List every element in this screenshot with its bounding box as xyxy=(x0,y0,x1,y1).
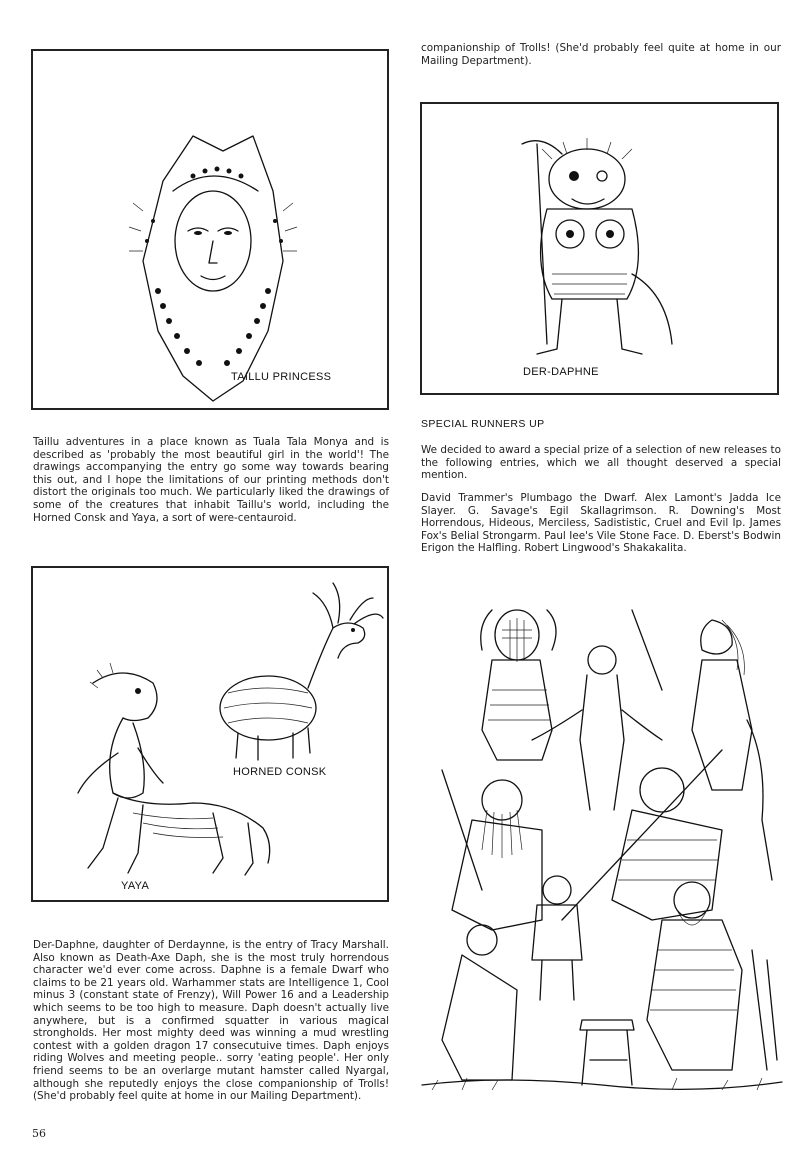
der-daphne-paragraph: Der-Daphne, daughter of Derdaynne, is the entry of Tracy Marshall. Also known as Death-Axe Daph, she is the most truly horrendous character we'd ever come across. Daphne is a female Dwarf who claims to be 21 years old. Warhammer stats are Intelligence 1, Cool minus 3 (constant state of Frenzy), Will Power 16 and a Leadership which seems to be too high to measure. Daph doesn't actually live anywhere, but is a confirmed squatter in various magical strongholds. Her most mighty deed was winning a mud wrestling contest with a golden dragon 17 consecutuive times. Daph enjoys riding Wolves and meeting people.. sorry 'eating people'. Her only friend seems to be an overlarge mutant hamster called Nyargal, although she reputedly enjoys the close companionship of Trolls! (She'd probably feel quite at home in our Mailing Department). xyxy=(33,939,389,1103)
top-right-text: companionship of Trolls! (She'd probably feel quite at home in our Mailing Department). xyxy=(421,42,781,67)
special-intro: We decided to award a special prize of a selection of new releases to the following entries, which we all thought deserved a special mention. xyxy=(421,444,781,482)
yaya-illustration xyxy=(53,663,283,883)
der-daphne-caption: DER-DAPHNE xyxy=(523,366,599,378)
taillu-princess-illustration xyxy=(33,51,391,412)
der-daphne-figure xyxy=(420,102,779,395)
horned-consk-caption: HORNED CONSK xyxy=(233,766,327,778)
special-runners-up-heading: SPECIAL RUNNERS UP xyxy=(421,418,545,430)
der-daphne-illustration xyxy=(422,104,781,397)
creatures-figure xyxy=(31,566,389,902)
taillu-princess-caption: TAILLU PRINCESS xyxy=(231,371,332,383)
page-number: 56 xyxy=(32,1127,46,1140)
yaya-caption: YAYA xyxy=(121,880,150,892)
taillu-paragraph: Taillu adventures in a place known as Tuala Tala Monya and is described as 'probably the most beautiful girl in the world'! The drawings accompanying the entry go some way towards bearing this out, and I hope the limitations of our printing methods don't distort the originals too much. We particularly liked the drawings of some of the creatures that inhabit Taillu's world, including the Horned Consk and Yaya, a sort of were-centauroid. xyxy=(33,436,389,524)
special-list: David Trammer's Plumbago the Dwarf. Alex Lamont's Jadda Ice Slayer. G. Savage's Egil Skallagrimson. R. Downing's Most Horrendous, Hideous, Merciless, Sadististic, Cruel and Evil Ip. James Fox's Belial Strongarm. Paul Iee's Vile Stone Face. D. Eberst's Bodwin Erigon the Halfling. Robert Lingwood's Shakakalita. xyxy=(421,492,781,555)
taillu-princess-figure xyxy=(31,49,389,410)
warrior-group-illustration xyxy=(422,590,782,1100)
